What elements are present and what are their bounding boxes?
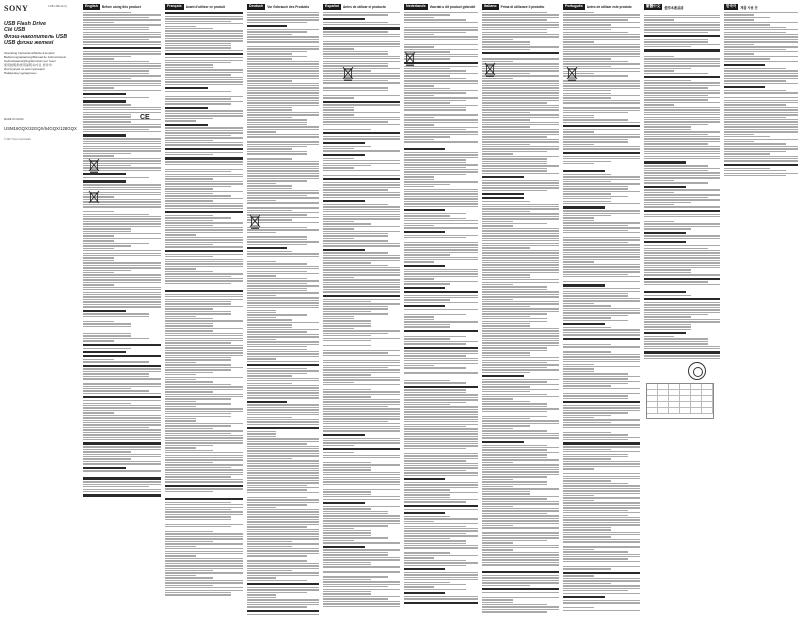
section-heading: Vor Gebrauch des Produkts (267, 5, 310, 9)
section-heading: Before using this product (101, 5, 141, 9)
copyright: © 2017 Sony Corporation (4, 138, 32, 141)
language-column (724, 4, 798, 625)
language-tab: Español (325, 4, 339, 9)
language-column (323, 4, 400, 625)
language-tab: 한국어 (726, 4, 737, 9)
manual-language-line: Bedienungsanleitung/Manual de instrucciones/ (4, 54, 67, 59)
section-heading: Antes de utilizar este produto (586, 5, 632, 9)
weee-bin-icon (88, 158, 100, 173)
language-column (83, 4, 161, 625)
section-heading: Avant d'utiliser ce produit (185, 5, 225, 9)
manual-language-line: Пайдалану нұсқаулығы (4, 71, 37, 76)
body-text (563, 12, 640, 611)
language-column (482, 4, 559, 625)
language-column (644, 4, 720, 625)
weee-bin-icon (566, 66, 578, 81)
manual-language-line: Gebruiksaanwijzing/Istruzioni per l'uso/ (4, 58, 56, 63)
weee-bin-icon (342, 66, 354, 81)
manual-language-line: 使用說明書/使用说明书/사용 설명서/ (4, 62, 52, 67)
language-tab: Français (167, 4, 182, 9)
weee-bin-icon (249, 214, 261, 229)
language-header (644, 4, 720, 10)
battery-bin-icon (88, 190, 100, 205)
model-numbers: USM16GQX/32GQX/64GQX/128GQX (4, 126, 77, 131)
language-tab: 繁體中文 (646, 4, 661, 9)
body-text (482, 12, 559, 613)
language-header (165, 4, 243, 10)
section-heading: 제품 사용 전 (740, 5, 758, 10)
language-header (83, 4, 161, 10)
product-title: USB флэш жетегі (4, 40, 54, 47)
section-heading: Voordat u dit product gebruikt (429, 5, 476, 9)
body-text (323, 12, 400, 607)
language-header (482, 4, 559, 10)
section-heading: 使用本產品前 (664, 5, 684, 10)
language-header (404, 4, 478, 10)
brand-logo: SONY (4, 4, 29, 13)
product-title: Clé USB (4, 27, 26, 34)
table-row (647, 408, 713, 414)
body-text (404, 12, 478, 604)
language-header (563, 4, 640, 10)
manual-language-line: Инструкция по эксплуатации/ (4, 67, 45, 71)
hazardous-substance-table (646, 383, 714, 419)
language-column (247, 4, 319, 625)
product-title: USB Flash Drive (4, 21, 46, 27)
language-column (165, 4, 243, 625)
language-tab: English (85, 4, 98, 9)
ce-mark-icon: CE (140, 114, 150, 121)
language-tab: Nederlands (406, 4, 426, 9)
manual-languages (4, 51, 80, 76)
weee-bin-icon (404, 51, 416, 66)
weee-bin-icon (484, 62, 496, 77)
language-header (247, 4, 319, 10)
manual-language-line: Operating Instructions/Mode d'emploi/ (4, 50, 55, 55)
body-text (165, 12, 243, 599)
made-in-label: MADE IN CHINA (4, 118, 24, 121)
eco-label-seal-icon (688, 362, 706, 380)
body-text (247, 12, 319, 615)
language-column (404, 4, 478, 625)
language-column (563, 4, 640, 625)
part-number: 4-581-480-21(1) (48, 5, 67, 8)
product-titles (4, 21, 80, 47)
language-tab: Deutsch (249, 4, 264, 9)
section-heading: Prima di utilizzare il prodotto (500, 5, 545, 9)
language-tab: Português (565, 4, 583, 9)
language-tab: Italiano (484, 4, 497, 9)
language-header (323, 4, 400, 10)
body-text (724, 12, 798, 180)
product-title: Флэш-накопитель USB (4, 33, 68, 40)
body-text (83, 12, 161, 497)
language-header (724, 4, 798, 10)
cover-column (4, 4, 80, 625)
section-heading: Antes de utilizar el producto (342, 5, 386, 9)
body-text (644, 12, 720, 359)
